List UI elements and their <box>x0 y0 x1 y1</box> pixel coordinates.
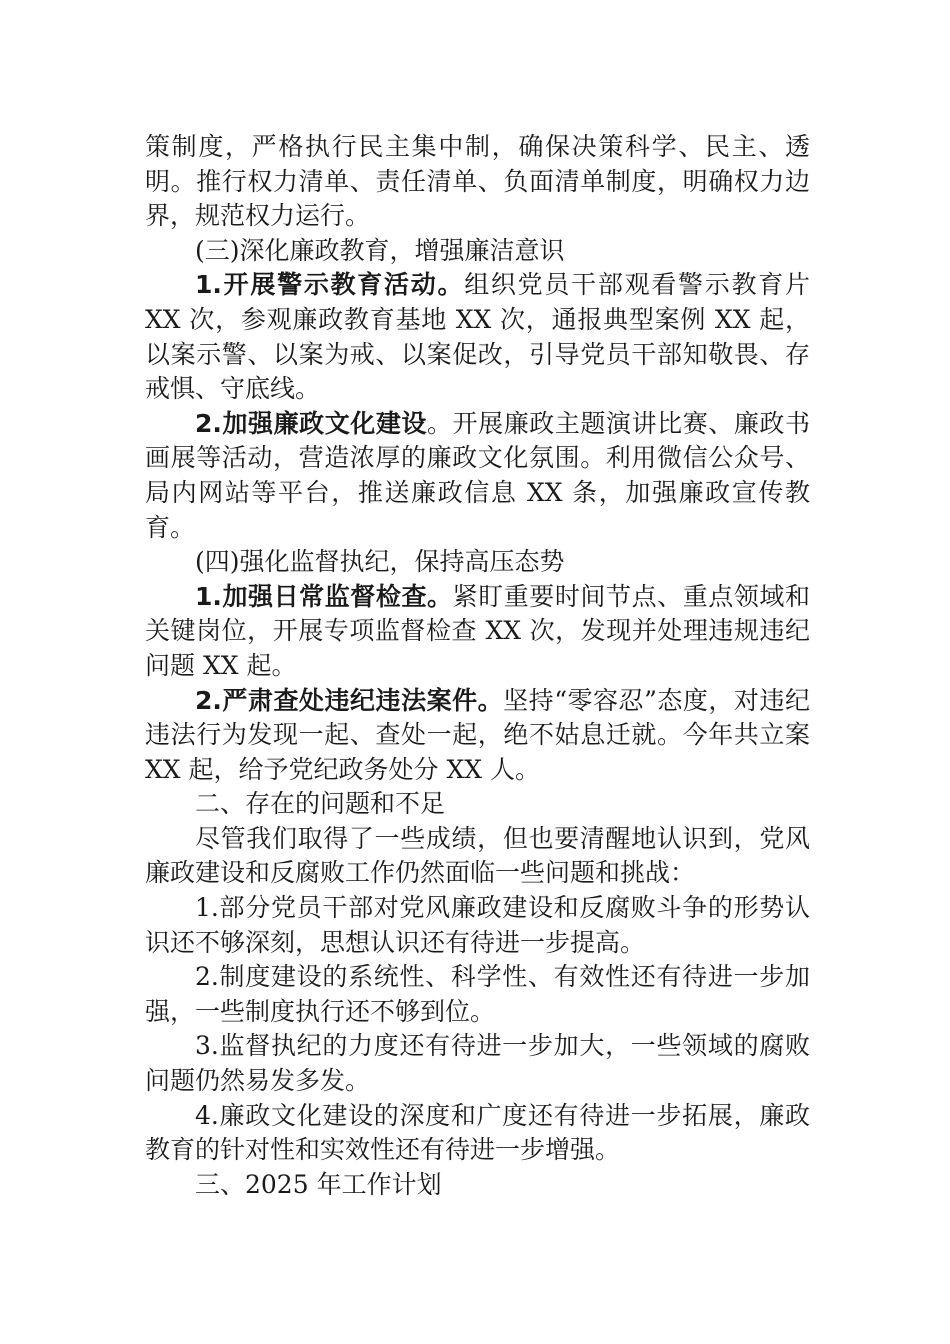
paragraph-text: 2.制度建设的系统性、科学性、有效性还有待进一步加强，一些制度执行还不够到位。 <box>145 962 810 1026</box>
problem-item-2 <box>145 960 810 1029</box>
paragraph-lead: 2.加强廉政文化建设 <box>195 408 428 438</box>
problem-item-4 <box>145 1099 810 1168</box>
paragraph-text: 坚持“零容忍”态度，对违纪违法行为发现一起、查处一起，绝不姑息迁就。今年共立案 XX 起，给予党纪政务处分 XX 人。 <box>145 685 810 784</box>
paragraph-text: 1.部分党员干部对党风廉政建设和反腐败斗争的形势认识还不够深刻，思想认识还有待进一步提高。 <box>145 893 810 957</box>
heading-text: (四)强化监督执纪，保持高压态势 <box>195 547 565 577</box>
paragraph-problems-intro <box>145 822 810 891</box>
paragraph-continuation <box>145 130 810 234</box>
heading-text: 三、2025 年工作计划 <box>195 1169 442 1199</box>
paragraph-lead: 2.严肃查处违纪违法案件。 <box>195 685 504 715</box>
paragraph-text: 策制度，严格执行民主集中制，确保决策科学、民主、透明。推行权力清单、责任清单、负面清单制度，明确权力边界，规范权力运行。 <box>145 132 810 231</box>
paragraph-case-handling <box>145 684 810 788</box>
paragraph-text: 紧盯重要时间节点、重点领域和关键岗位，开展专项监督检查 XX 次，发现并处理违规违纪问题 XX 起。 <box>145 581 810 680</box>
paragraph-lead: 1.加强日常监督检查。 <box>195 581 453 611</box>
paragraph-text: 组织党员干部观看警示教育片 XX 次，参观廉政教育基地 XX 次，通报典型案例 XX 起，以案示警、以案为戒、以案促改，引导党员干部知敬畏、存戒惧、守底线。 <box>145 270 810 404</box>
section-heading-problems <box>145 787 810 822</box>
heading-text: (三)深化廉政教育，增强廉洁意识 <box>195 235 565 265</box>
problem-item-3 <box>145 1029 810 1098</box>
paragraph-lead: 1.开展警示教育活动。 <box>195 270 465 300</box>
paragraph-text: 3.监督执纪的力度还有待进一步加大，一些领域的腐败问题仍然易发多发。 <box>145 1031 810 1096</box>
paragraph-culture-building <box>145 407 810 545</box>
paragraph-text: 。开展廉政主题演讲比赛、廉政书画展等活动，营造浓厚的廉政文化氛围。利用微信公众号、局内网站等平台，推送廉政信息 XX 条，加强廉政宣传教育。 <box>145 408 810 542</box>
paragraph-daily-supervision <box>145 580 810 684</box>
heading-text: 二、存在的问题和不足 <box>195 789 446 819</box>
section-heading-plan <box>145 1168 810 1203</box>
section-heading-4 <box>145 545 810 580</box>
paragraph-text: 尽管我们取得了一些成绩，但也要清醒地认识到，党风廉政建设和反腐败工作仍然面临一些问题和挑战： <box>145 823 810 888</box>
paragraph-warning-education <box>145 268 810 406</box>
document-page <box>145 130 810 1202</box>
paragraph-text: 4.廉政文化建设的深度和广度还有待进一步拓展，廉政教育的针对性和实效性还有待进一步增强。 <box>145 1100 810 1165</box>
section-heading-3 <box>145 234 810 269</box>
problem-item-1 <box>145 891 810 960</box>
